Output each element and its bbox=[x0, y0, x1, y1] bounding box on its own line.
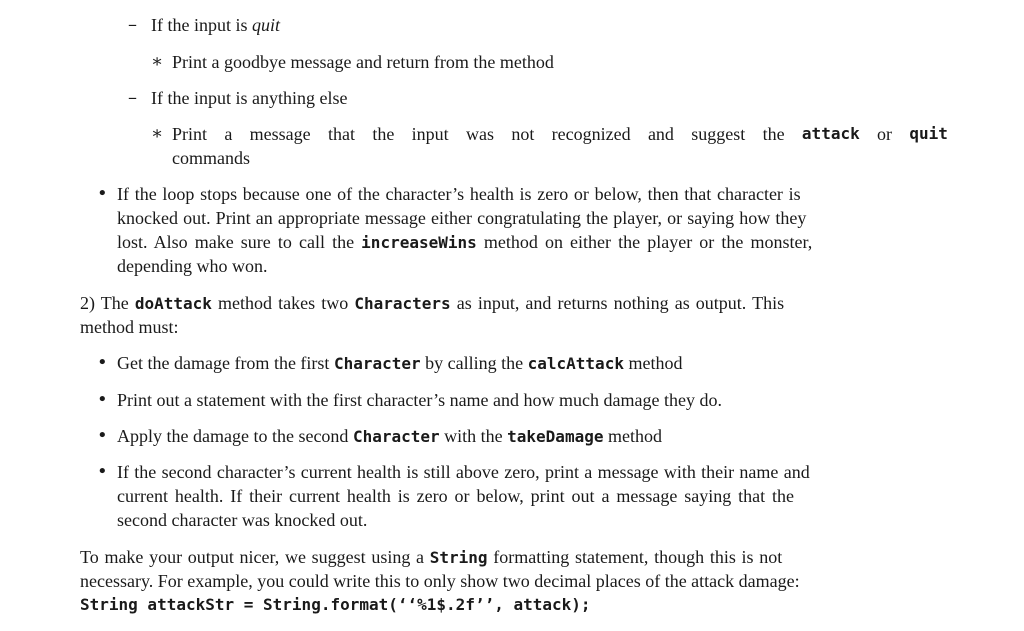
quit-command: quit bbox=[909, 124, 948, 143]
item-get-damage bbox=[117, 351, 682, 376]
item-text: Get the damage from the first bbox=[117, 353, 334, 373]
character-code: Character bbox=[352, 427, 440, 446]
bullet-marker: • bbox=[97, 461, 108, 482]
word: message bbox=[249, 124, 311, 144]
section2-line2: method must: bbox=[80, 317, 179, 337]
closing-text: formatting statement, though this is not bbox=[487, 547, 783, 567]
bullet-marker: • bbox=[97, 425, 108, 446]
bullet-marker: • bbox=[97, 389, 108, 410]
example-code-line: String attackStr = String.format(‘‘%1$.2f’’, attack); bbox=[80, 595, 591, 614]
word: the bbox=[372, 124, 395, 144]
attack-command: attack bbox=[801, 124, 860, 143]
ko-bullet-line1 bbox=[117, 182, 948, 206]
quit-keyword: quit bbox=[252, 15, 281, 35]
ko-text: method on either the player or the monster, bbox=[476, 232, 813, 252]
item-apply-damage bbox=[117, 424, 662, 449]
item-health-check-line2: current health. If their current health is zero or below, print out a message saying that the bbox=[117, 486, 795, 506]
word: a bbox=[224, 124, 233, 144]
ko-text: If the loop stops because one of the character’s health is zero or below, then that character is bbox=[117, 184, 801, 204]
word: not bbox=[511, 124, 535, 144]
string-code: String bbox=[429, 548, 488, 567]
closing-text: To make your output nicer, we suggest using a bbox=[80, 547, 430, 567]
section2-text: as input, and returns nothing as output. This bbox=[450, 293, 785, 313]
sub-item-quit bbox=[151, 13, 280, 37]
item-text: method bbox=[623, 353, 683, 373]
ko-bullet-line3 bbox=[117, 230, 812, 255]
word: that bbox=[327, 124, 355, 144]
do-attack-code: doAttack bbox=[134, 294, 212, 313]
ko-text: lost. Also make sure to call the bbox=[117, 232, 362, 252]
closing-line1 bbox=[80, 545, 782, 570]
bullet-marker: • bbox=[97, 352, 108, 373]
ko-bullet-line4: depending who won. bbox=[117, 256, 268, 276]
goodbye-instruction: Print a goodbye message and return from the method bbox=[172, 52, 554, 72]
asterisk-marker: ∗ bbox=[151, 51, 164, 72]
asterisk-marker: ∗ bbox=[151, 123, 164, 144]
sub-item-else: If the input is anything else bbox=[151, 88, 348, 108]
word: was bbox=[465, 124, 494, 144]
closing-line2: necessary. For example, you could write this to only show two decimal places of the attack damage: bbox=[80, 571, 800, 591]
character-code: Character bbox=[333, 354, 421, 373]
unrecognized-instruction-line1 bbox=[172, 122, 948, 146]
bullet-marker: • bbox=[97, 183, 108, 204]
word: the bbox=[762, 124, 785, 144]
item-text: Apply the damage to the second bbox=[117, 426, 353, 446]
section2-text: 2) The bbox=[80, 293, 135, 313]
characters-code: Characters bbox=[354, 294, 451, 313]
unrecognized-instruction-line2: commands bbox=[172, 148, 250, 168]
section2-text: method takes two bbox=[211, 293, 355, 313]
word: suggest bbox=[691, 124, 746, 144]
increase-wins-code: increaseWins bbox=[361, 233, 477, 252]
take-damage-code: takeDamage bbox=[507, 427, 604, 446]
word: and bbox=[647, 124, 674, 144]
item-text: by calling the bbox=[420, 353, 528, 373]
word: Print bbox=[172, 124, 208, 144]
word: or bbox=[877, 124, 893, 144]
sub-item-label: If the input is bbox=[151, 15, 252, 35]
dash-marker: – bbox=[128, 14, 137, 35]
item-print-statement: Print out a statement with the first character’s name and how much damage they do. bbox=[117, 390, 722, 410]
item-health-check-line3: second character was knocked out. bbox=[117, 510, 368, 530]
calc-attack-code: calcAttack bbox=[527, 354, 624, 373]
item-text: with the bbox=[439, 426, 508, 446]
item-text: method bbox=[603, 426, 662, 446]
word: recognized bbox=[551, 124, 631, 144]
item-health-check-line1: If the second character’s current health is still above zero, print a message with their name and bbox=[117, 462, 810, 482]
word: input bbox=[411, 124, 449, 144]
section2-line1 bbox=[80, 291, 784, 316]
dash-marker: – bbox=[128, 87, 137, 108]
ko-bullet-line2: knocked out. Print an appropriate message either congratulating the player, or saying how they bbox=[117, 208, 807, 228]
